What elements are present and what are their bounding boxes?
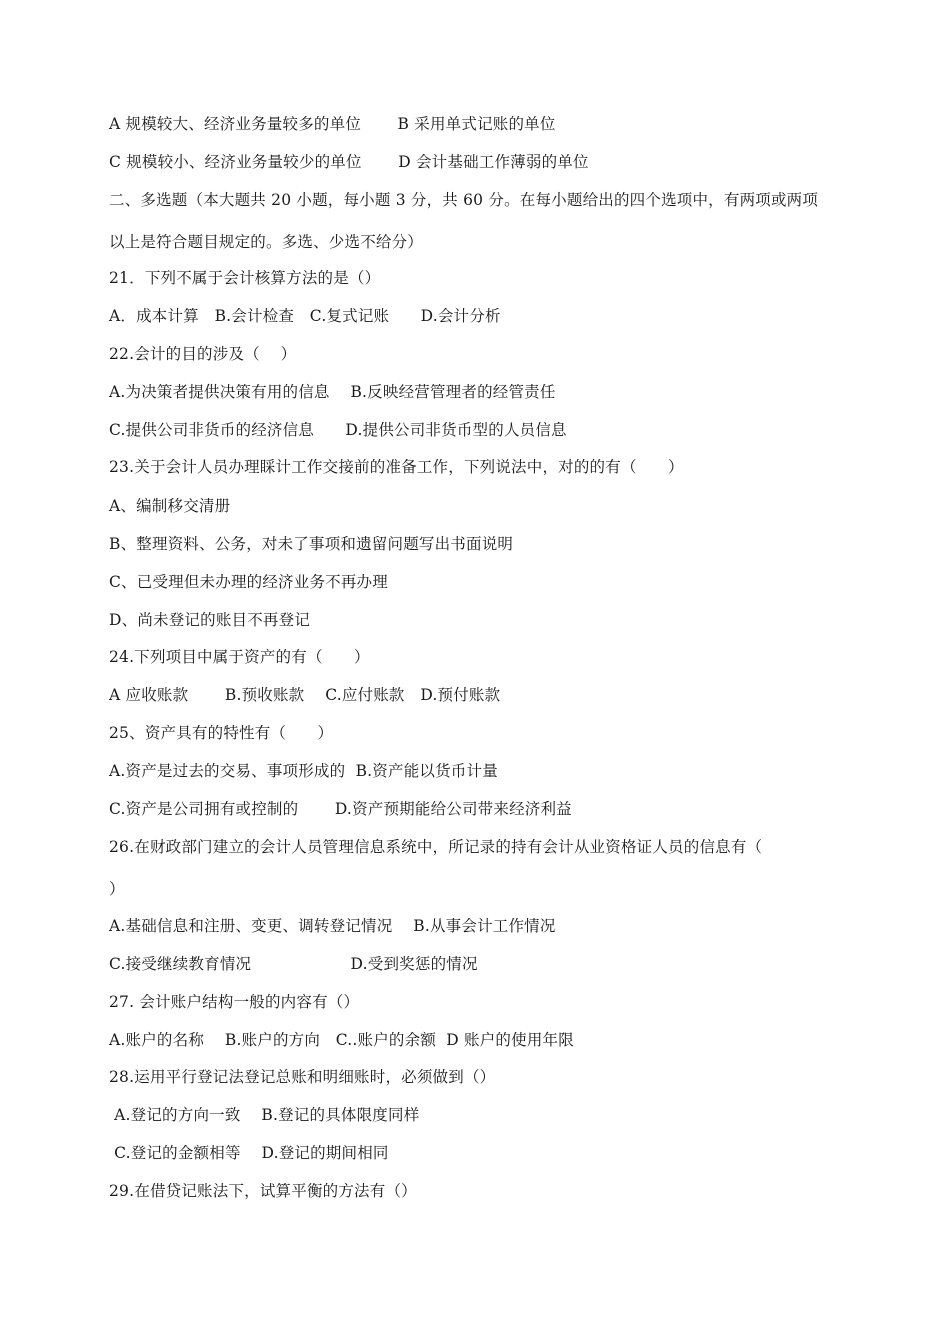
question-24: 24.下列项目中属于资产的有（ ） <box>109 648 370 666</box>
question-28-options-cd: C.登记的金额相等 D.登记的期间相同 <box>109 1144 389 1162</box>
option-line-a-b: A 规模较大、经济业务量较多的单位 B 采用单式记账的单位 <box>109 115 556 133</box>
question-25-options-cd: C.资产是公司拥有或控制的 D.资产预期能给公司带来经济利益 <box>109 800 572 818</box>
question-24-options: A 应收账款 B.预收账款 C.应付账款 D.预付账款 <box>109 686 501 704</box>
question-23-option-a: A、编制移交清册 <box>109 497 231 515</box>
question-25-options-ab: A.资产是过去的交易、事项形成的 B.资产能以货币计量 <box>109 762 498 780</box>
question-26-options-cd: C.接受继续教育情况 D.受到奖惩的情况 <box>109 955 478 973</box>
question-23-option-d: D、尚未登记的账目不再登记 <box>109 611 311 629</box>
question-26-continued: ） <box>109 880 125 898</box>
question-23-option-c: C、已受理但未办理的经济业务不再办理 <box>109 573 388 591</box>
question-29: 29.在借贷记账法下，试算平衡的方法有（） <box>109 1182 417 1200</box>
question-23-option-b: B、整理资料、公务，对未了事项和遗留问题写出书面说明 <box>109 535 514 553</box>
question-26: 26.在财政部门建立的会计人员管理信息系统中，所记录的持有会计从业资格证人员的信息有（ <box>109 838 763 856</box>
question-21-options: A．成本计算 B.会计检查 C.复式记账 D.会计分析 <box>109 307 501 325</box>
question-26-options-ab: A.基础信息和注册、变更、调转登记情况 B.从事会计工作情况 <box>109 917 556 935</box>
question-22-options-cd: C.提供公司非货币的经济信息 D.提供公司非货币型的人员信息 <box>109 421 567 439</box>
section-heading-continued: 以上是符合题目规定的。多选、少选不给分） <box>109 233 424 251</box>
question-25: 25、资产具有的特性有（ ） <box>109 724 334 742</box>
section-heading-multiple-choice: 二、多选题（本大题共 20 小题，每小题 3 分，共 60 分。在每小题给出的四个选项中，有两项或两项 <box>109 191 819 209</box>
question-21: 21．下列不属于会计核算方法的是（） <box>109 269 381 287</box>
question-23: 23.关于会计人员办理睬计工作交接前的准备工作，下列说法中，对的的有（ ） <box>109 458 684 476</box>
question-28-options-ab: A.登记的方向一致 B.登记的具体限度同样 <box>109 1106 420 1124</box>
question-28: 28.运用平行登记法登记总账和明细账时，必须做到（） <box>109 1068 496 1086</box>
question-22: 22.会计的目的涉及（ ） <box>109 345 297 363</box>
question-27-options: A.账户的名称 B.账户的方向 C..账户的余额 D 账户的使用年限 <box>109 1031 574 1049</box>
question-22-options-ab: A.为决策者提供决策有用的信息 B.反映经营管理者的经管责任 <box>109 383 556 401</box>
question-27: 27. 会计账户结构一般的内容有（） <box>109 993 360 1011</box>
option-line-c-d: C 规模较小、经济业务量较少的单位 D 会计基础工作薄弱的单位 <box>109 153 589 171</box>
